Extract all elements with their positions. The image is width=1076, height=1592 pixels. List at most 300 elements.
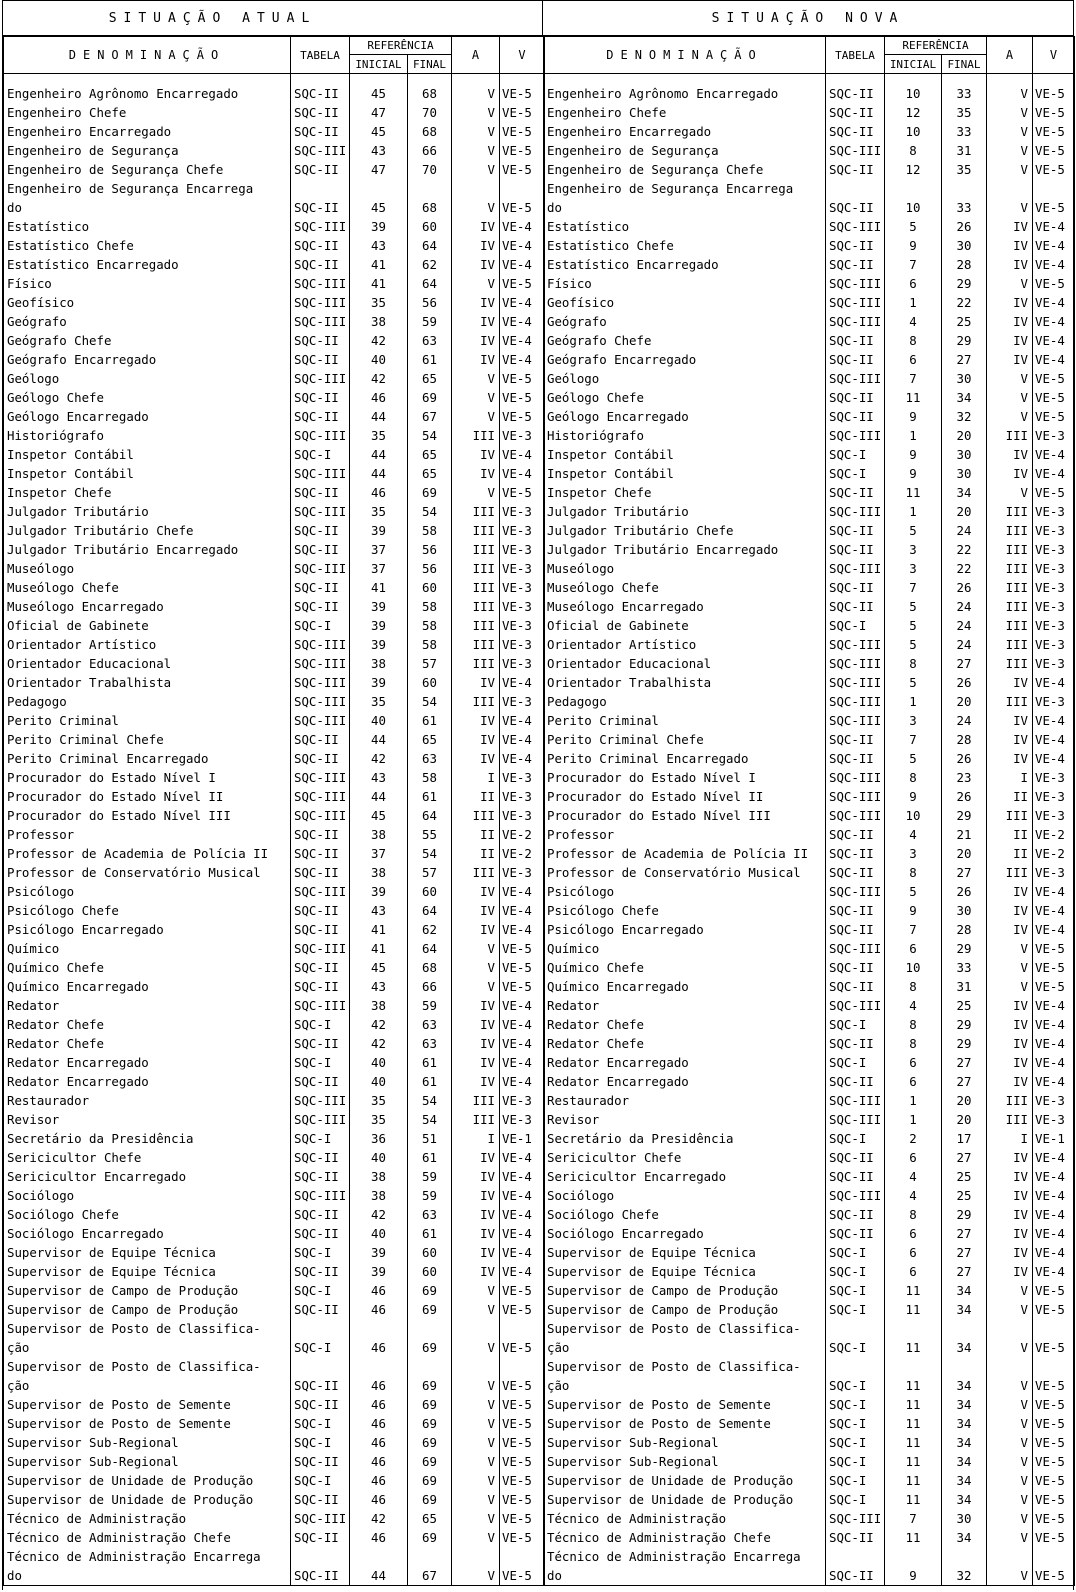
cell-denominacao: Químico Encarregado [4,977,291,996]
cell-inicial: 5 [885,635,942,654]
table-row [4,863,545,882]
cell-a: V [452,122,500,141]
cell-v: VE-5 [500,1281,545,1300]
cell-tabela: SQC-II [291,1072,350,1091]
cell-final: 34 [942,1300,987,1319]
table-row [544,882,1075,901]
cell-tabela: SQC-III [291,312,350,331]
cell-final: 70 [408,103,452,122]
cell-inicial: 45 [350,958,408,977]
cell-final: 69 [408,1357,452,1395]
cell-inicial: 1 [885,426,942,445]
cell-tabela: SQC-II [826,901,885,920]
table-row [4,977,545,996]
cell-final: 27 [942,654,987,673]
cell-denominacao: Geógrafo Chefe [4,331,291,350]
cell-inicial: 5 [885,673,942,692]
cell-v: VE-4 [1033,236,1075,255]
cell-a: V [452,388,500,407]
cell-final: 58 [408,635,452,654]
col-inicial: INICIAL [885,55,942,74]
cell-a: IV [987,673,1033,692]
cell-a: V [987,369,1033,388]
cell-inicial: 8 [885,1034,942,1053]
cell-final: 54 [408,1091,452,1110]
cell-a: III [987,692,1033,711]
cell-denominacao: Geógrafo [4,312,291,331]
cell-tabela: SQC-II [291,730,350,749]
cell-inicial: 39 [350,616,408,635]
cell-inicial: 3 [885,844,942,863]
cell-v: VE-3 [500,502,545,521]
table-row [544,1053,1075,1072]
cell-a: III [452,597,500,616]
cell-inicial: 43 [350,768,408,787]
cell-a: IV [452,1224,500,1243]
cell-final: 66 [408,141,452,160]
cell-denominacao: Técnico de Administração Chefe [544,1528,826,1547]
cell-a: IV [452,1262,500,1281]
cell-inicial: 10 [885,84,942,103]
cell-a: III [452,616,500,635]
cell-denominacao: Restaurador [544,1091,826,1110]
table-row [4,369,545,388]
cell-denominacao: Supervisor Sub-Regional [4,1433,291,1452]
table-row [544,1110,1075,1129]
cell-a: IV [987,236,1033,255]
cell-inicial: 11 [885,1490,942,1509]
cell-inicial: 44 [350,730,408,749]
cell-denominacao: Procurador do Estado Nível III [4,806,291,825]
cell-v: VE-4 [500,1015,545,1034]
table-row [544,749,1075,768]
cell-tabela: SQC-II [291,350,350,369]
cell-tabela: SQC-I [826,1319,885,1357]
cell-inicial: 44 [350,407,408,426]
cell-denominacao: Sociólogo Encarregado [544,1224,826,1243]
cell-inicial: 46 [350,1528,408,1547]
cell-tabela: SQC-I [291,1129,350,1148]
cell-tabela: SQC-II [826,1528,885,1547]
cell-denominacao: Engenheiro Encarregado [544,122,826,141]
cell-tabela: SQC-III [291,293,350,312]
cell-a: V [987,1319,1033,1357]
cell-a: IV [987,1072,1033,1091]
cell-final: 61 [408,350,452,369]
cell-a: III [987,578,1033,597]
cell-v: VE-4 [500,1148,545,1167]
table-row [544,1072,1075,1091]
cell-final: 64 [408,274,452,293]
cell-inicial: 10 [885,122,942,141]
table-row [4,958,545,977]
cell-v: VE-5 [500,388,545,407]
cell-a: V [987,1433,1033,1452]
cell-v: VE-3 [500,597,545,616]
table-row [544,958,1075,977]
cell-final: 61 [408,1053,452,1072]
cell-a: IV [987,255,1033,274]
cell-inicial: 3 [885,559,942,578]
cell-final: 69 [408,483,452,502]
cell-a: III [987,863,1033,882]
cell-inicial: 44 [350,445,408,464]
table-row [544,407,1075,426]
cell-inicial: 6 [885,350,942,369]
cell-final: 64 [408,236,452,255]
cell-v: VE-5 [1033,1414,1075,1433]
cell-inicial: 7 [885,255,942,274]
cell-tabela: SQC-I [826,1129,885,1148]
cell-a: I [452,768,500,787]
situacao-nova-heading: SITUAÇÃO NOVA [543,1,1073,36]
cell-tabela: SQC-II [826,255,885,274]
cell-tabela: SQC-I [291,1243,350,1262]
cell-v: VE-4 [1033,1148,1075,1167]
cell-final: 34 [942,483,987,502]
cell-final: 34 [942,1490,987,1509]
cell-denominacao: Museólogo [544,559,826,578]
cell-tabela: SQC-II [826,160,885,179]
cell-tabela: SQC-II [826,1224,885,1243]
cell-final: 33 [942,122,987,141]
cell-v: VE-5 [500,141,545,160]
cell-v: VE-4 [1033,996,1075,1015]
cell-v: VE-3 [500,426,545,445]
cell-final: 33 [942,84,987,103]
cell-final: 22 [942,540,987,559]
cell-denominacao: Redator Chefe [4,1015,291,1034]
cell-final: 66 [408,977,452,996]
cell-denominacao: Supervisor de Posto de Classifica- ção [4,1319,291,1357]
cell-v: VE-3 [500,1110,545,1129]
cell-a: IV [452,996,500,1015]
cell-a: V [987,274,1033,293]
cell-inicial: 9 [885,407,942,426]
cell-inicial: 46 [350,1281,408,1300]
cell-denominacao: Geógrafo [544,312,826,331]
cell-inicial: 7 [885,1509,942,1528]
cell-tabela: SQC-III [291,882,350,901]
cell-final: 59 [408,312,452,331]
cell-tabela: SQC-III [291,217,350,236]
cell-v: VE-4 [1033,1167,1075,1186]
cell-final: 69 [408,1471,452,1490]
table-row [4,996,545,1015]
cell-a: III [452,578,500,597]
cell-final: 33 [942,958,987,977]
cell-tabela: SQC-I [291,1414,350,1433]
cell-final: 34 [942,1433,987,1452]
cell-denominacao: Supervisor de Posto de Semente [4,1414,291,1433]
cell-a: III [987,426,1033,445]
cell-a: V [452,274,500,293]
cell-inicial: 8 [885,331,942,350]
cell-a: V [452,1433,500,1452]
cell-tabela: SQC-II [826,1167,885,1186]
cell-denominacao: Engenheiro de Segurança Chefe [544,160,826,179]
cell-inicial: 4 [885,825,942,844]
cell-v: VE-5 [1033,1300,1075,1319]
cell-inicial: 8 [885,863,942,882]
table-row [4,1300,545,1319]
cell-tabela: SQC-II [291,1357,350,1395]
cell-a: IV [987,1053,1033,1072]
cell-tabela: SQC-I [291,1433,350,1452]
cell-tabela: SQC-II [826,597,885,616]
cell-a: IV [452,217,500,236]
cell-denominacao: Redator Encarregado [544,1072,826,1091]
table-row [4,1433,545,1452]
table-row [4,1072,545,1091]
cell-denominacao: Supervisor de Campo de Produção [544,1281,826,1300]
table-row [544,103,1075,122]
cell-tabela: SQC-II [826,1547,885,1586]
cell-final: 63 [408,1034,452,1053]
cell-tabela: SQC-II [826,958,885,977]
cell-inicial: 1 [885,293,942,312]
table-row [544,578,1075,597]
cell-inicial: 8 [885,1205,942,1224]
cell-denominacao: Físico [544,274,826,293]
table-row [544,521,1075,540]
cell-inicial: 7 [885,369,942,388]
cell-tabela: SQC-III [291,141,350,160]
cell-a: III [452,806,500,825]
cell-v: VE-3 [500,654,545,673]
table-row [4,1224,545,1243]
cell-final: 30 [942,464,987,483]
cell-inicial: 35 [350,692,408,711]
cell-a: IV [452,673,500,692]
cell-denominacao: Historiógrafo [544,426,826,445]
table-row [544,635,1075,654]
cell-denominacao: Supervisor de Unidade de Produção [4,1471,291,1490]
cell-tabela: SQC-III [826,426,885,445]
cell-inicial: 46 [350,1395,408,1414]
cell-tabela: SQC-I [826,1433,885,1452]
cell-final: 58 [408,521,452,540]
cell-v: VE-4 [1033,312,1075,331]
cell-denominacao: Perito Criminal Encarregado [4,749,291,768]
cell-denominacao: Procurador do Estado Nível I [4,768,291,787]
cell-denominacao: Supervisor Sub-Regional [4,1452,291,1471]
cell-v: VE-5 [1033,1357,1075,1395]
table-row [4,882,545,901]
cell-final: 63 [408,1015,452,1034]
cell-v: VE-3 [1033,787,1075,806]
cell-tabela: SQC-II [826,236,885,255]
col-v: V [1033,37,1075,74]
cell-denominacao: Físico [4,274,291,293]
table-row [4,901,545,920]
cell-a: II [452,844,500,863]
cell-a: V [987,1509,1033,1528]
cell-a: IV [987,464,1033,483]
cell-tabela: SQC-II [291,1528,350,1547]
cell-final: 69 [408,1452,452,1471]
cell-v: VE-5 [1033,369,1075,388]
cell-denominacao: Supervisor de Unidade de Produção [544,1490,826,1509]
cell-inicial: 11 [885,1300,942,1319]
cell-denominacao: Redator [544,996,826,1015]
cell-a: V [452,1528,500,1547]
cell-denominacao: Estatístico [544,217,826,236]
cell-v: VE-4 [1033,1053,1075,1072]
cell-final: 60 [408,217,452,236]
cell-a: V [987,179,1033,217]
table-row [4,1148,545,1167]
cell-tabela: SQC-II [291,977,350,996]
cell-inicial: 46 [350,1452,408,1471]
table-row [544,1319,1075,1357]
table-row [4,521,545,540]
cell-inicial: 7 [885,920,942,939]
cell-tabela: SQC-II [826,977,885,996]
cell-inicial: 1 [885,502,942,521]
table-row [4,1395,545,1414]
cell-denominacao: Estatístico Chefe [4,236,291,255]
cell-final: 27 [942,1148,987,1167]
cell-final: 64 [408,901,452,920]
cell-denominacao: Procurador do Estado Nível II [544,787,826,806]
cell-denominacao: Procurador do Estado Nível I [544,768,826,787]
cell-a: IV [987,331,1033,350]
table-row [4,1490,545,1509]
cell-denominacao: Julgador Tributário [4,502,291,521]
cell-a: III [452,654,500,673]
cell-inicial: 6 [885,1053,942,1072]
cell-inicial: 11 [885,388,942,407]
cell-a: V [987,160,1033,179]
cell-tabela: SQC-II [291,236,350,255]
cell-denominacao: Museólogo Encarregado [544,597,826,616]
cell-final: 62 [408,920,452,939]
cell-a: V [452,369,500,388]
cell-denominacao: Perito Criminal Chefe [544,730,826,749]
cell-v: VE-4 [500,1053,545,1072]
cell-final: 34 [942,1414,987,1433]
table-row [544,768,1075,787]
cell-final: 67 [408,1547,452,1586]
cell-tabela: SQC-II [291,122,350,141]
cell-denominacao: Redator Encarregado [4,1072,291,1091]
cell-v: VE-4 [500,350,545,369]
cell-denominacao: Sociólogo Chefe [4,1205,291,1224]
cell-final: 23 [942,768,987,787]
table-row [544,559,1075,578]
table-row [4,103,545,122]
cell-tabela: SQC-I [291,616,350,635]
cell-a: I [987,1129,1033,1148]
cell-inicial: 7 [885,578,942,597]
cell-a: IV [987,996,1033,1015]
cell-inicial: 39 [350,521,408,540]
table-row [4,1547,545,1586]
col-denominacao: DENOMINAÇÃO [544,37,826,74]
cell-final: 26 [942,578,987,597]
cell-tabela: SQC-II [826,920,885,939]
table-row [4,84,545,103]
cell-tabela: SQC-II [826,1072,885,1091]
cell-tabela: SQC-I [826,1015,885,1034]
cell-tabela: SQC-II [291,825,350,844]
cell-denominacao: Oficial de Gabinete [4,616,291,635]
cell-inicial: 46 [350,1471,408,1490]
cell-denominacao: Perito Criminal [4,711,291,730]
cell-a: V [452,1509,500,1528]
table-row [4,1319,545,1357]
cell-final: 68 [408,84,452,103]
cell-denominacao: Geógrafo Chefe [544,331,826,350]
table-row [544,141,1075,160]
cell-a: III [452,559,500,578]
table-row [544,996,1075,1015]
cell-inicial: 46 [350,1433,408,1452]
cell-v: VE-3 [1033,540,1075,559]
cell-final: 29 [942,806,987,825]
cell-inicial: 42 [350,1509,408,1528]
cell-denominacao: Supervisor de Posto de Semente [4,1395,291,1414]
cell-inicial: 39 [350,673,408,692]
cell-tabela: SQC-I [826,1262,885,1281]
cell-tabela: SQC-I [291,1015,350,1034]
cell-denominacao: Inspetor Contábil [4,464,291,483]
cell-v: VE-5 [500,369,545,388]
cell-tabela: SQC-II [291,1262,350,1281]
cell-final: 60 [408,1243,452,1262]
cell-a: III [987,635,1033,654]
cell-denominacao: Procurador do Estado Nível III [544,806,826,825]
cell-final: 68 [408,122,452,141]
cell-inicial: 40 [350,1072,408,1091]
table-row [544,236,1075,255]
cell-final: 34 [942,1471,987,1490]
cell-a: IV [452,1148,500,1167]
cell-v: VE-4 [500,996,545,1015]
cell-tabela: SQC-III [826,141,885,160]
table-row [544,863,1075,882]
cell-denominacao: Redator Chefe [544,1034,826,1053]
cell-tabela: SQC-II [826,1148,885,1167]
cell-a: V [452,1471,500,1490]
cell-denominacao: Supervisor de Campo de Produção [4,1281,291,1300]
cell-final: 29 [942,1015,987,1034]
cell-a: V [452,103,500,122]
cell-inicial: 11 [885,1452,942,1471]
cell-v: VE-3 [500,787,545,806]
cell-tabela: SQC-I [826,445,885,464]
cell-v: VE-5 [1033,407,1075,426]
cell-denominacao: Redator Encarregado [544,1053,826,1072]
cell-a: V [987,407,1033,426]
cell-a: II [452,787,500,806]
cell-a: IV [987,882,1033,901]
table-row [4,730,545,749]
table-row [544,787,1075,806]
cell-final: 27 [942,1262,987,1281]
cell-tabela: SQC-II [291,407,350,426]
cell-inicial: 40 [350,1053,408,1072]
cell-tabela: SQC-I [826,616,885,635]
table-row [4,654,545,673]
cell-denominacao: Psicólogo Chefe [544,901,826,920]
cell-inicial: 1 [885,1091,942,1110]
cell-v: VE-3 [1033,521,1075,540]
table-row [544,217,1075,236]
col-referencia: REFERÊNCIA [885,37,987,55]
cell-v: VE-3 [1033,863,1075,882]
